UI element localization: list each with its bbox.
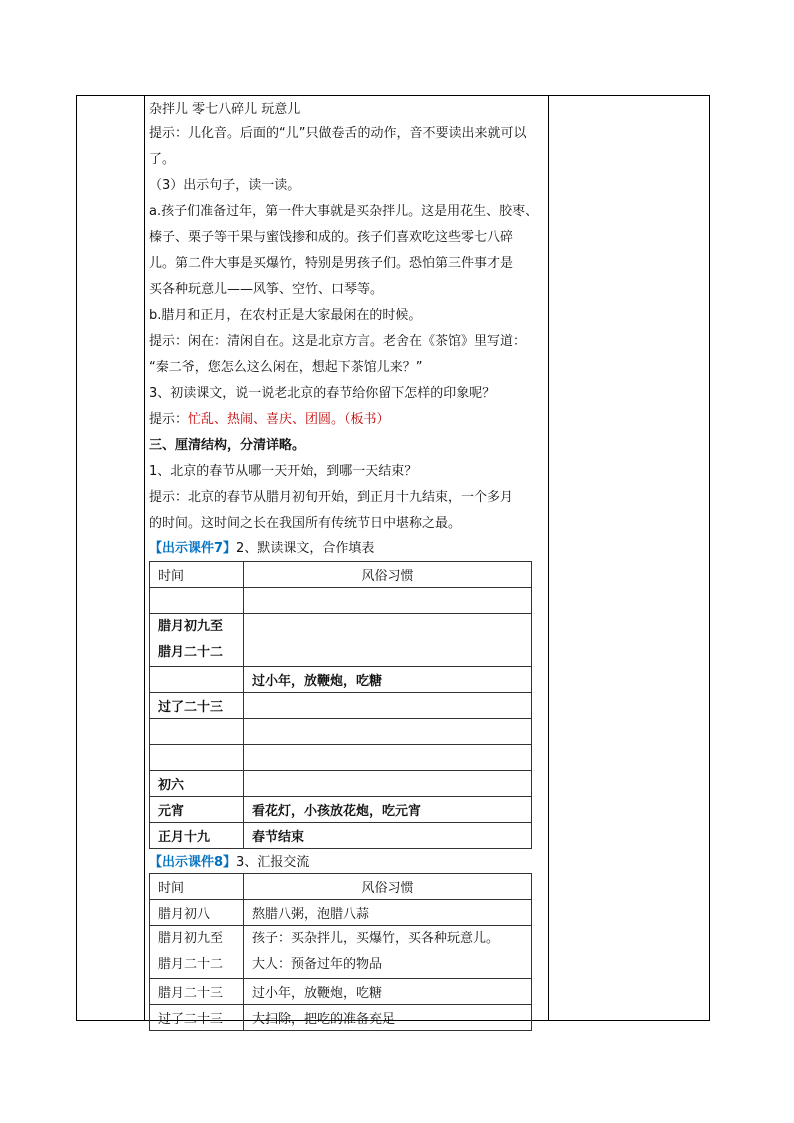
header-time: 时间 [150, 874, 244, 900]
table-row [150, 926, 532, 979]
table-row [150, 614, 532, 667]
sentence-a-line-2: 榛子、栗子等干果与蜜饯掺和成的。孩子们喜欢吃这些零七八碎 [149, 230, 514, 245]
sentence-b: b.腊月和正月，在农村正是大家最闲在的时候。 [149, 308, 422, 323]
step-3-heading: （3）出示句子，读一读。 [149, 178, 301, 193]
hint-xianzai-line-1: 提示：闲在：清闲自在。这是北京方言。老舍在《茶馆》里写道： [149, 334, 527, 349]
custom-cell [244, 771, 532, 797]
table-row [150, 745, 532, 771]
impression-words: 忙乱、热闹、喜庆、团圆。（板书） [188, 412, 390, 427]
table-row [150, 1005, 532, 1031]
time-cell: 腊月二十三 [150, 979, 244, 1005]
header-custom: 风俗习惯 [244, 874, 532, 900]
answer-1-line-1: 提示：北京的春节从腊月初旬开始，到正月十九结束，一个多月 [149, 490, 514, 505]
time-cell [150, 588, 244, 614]
table-header-row [150, 874, 532, 900]
time-cell-line: 腊月初九至 [158, 931, 224, 946]
table-row [150, 797, 532, 823]
courseware-7-line [149, 537, 548, 561]
time-cell [150, 926, 244, 979]
table-header-row [150, 562, 532, 588]
time-cell [150, 745, 244, 771]
hint-line-b: 了。 [149, 152, 176, 167]
table-row [150, 588, 532, 614]
sentence-a-line-4: 买各种玩意儿——风筝、空竹、口琴等。 [149, 282, 384, 297]
time-cell: 初六 [150, 771, 244, 797]
time-cell-line: 腊月二十二 [158, 957, 224, 972]
time-cell-line: 腊月初九至 [158, 619, 224, 634]
custom-cell [244, 588, 532, 614]
table-row [150, 719, 532, 745]
custom-cell: 春节结束 [244, 823, 532, 849]
hint-line-a: 提示：儿化音。后面的“儿”只做卷舌的动作，音不要读出来就可以 [149, 126, 527, 141]
header-custom: 风俗习惯 [244, 562, 532, 588]
custom-cell [244, 693, 532, 719]
custom-cell-line: 大人：预备过年的物品 [252, 957, 383, 972]
custom-cell: 熬腊八粥，泡腊八蒜 [244, 900, 532, 926]
hint-xianzai-line-2: “秦二爷，您怎么这么闲在，想起下茶馆儿来？” [149, 360, 423, 375]
phrase-line: 杂拌儿 零七八碎儿 玩意儿 [149, 102, 301, 117]
hint-prefix: 提示： [149, 412, 189, 427]
custom-cell [244, 745, 532, 771]
courseware-8-text: 3、汇报交流 [236, 855, 310, 870]
question-3: 3、初读课文，说一说老北京的春节给你留下怎样的印象呢？ [149, 386, 496, 401]
table-row [150, 771, 532, 797]
custom-cell: 过小年，放鞭炮，吃糖 [244, 667, 532, 693]
time-cell: 正月十九 [150, 823, 244, 849]
column-divider-left [144, 95, 145, 1021]
courseware-8-line [149, 849, 548, 873]
time-cell-line: 腊月二十二 [158, 645, 224, 660]
courseware-8-tag: 【出示课件8】 [149, 855, 237, 870]
lesson-content [149, 98, 548, 1031]
column-divider-right [548, 95, 549, 1021]
table-row [150, 979, 532, 1005]
custom-cell [244, 614, 532, 667]
table-row [150, 900, 532, 926]
table-row [150, 693, 532, 719]
sentence-a-line-1: a.孩子们准备过年，第一件大事就是买杂拌儿。这是用花生、胶枣、 [149, 204, 539, 219]
custom-cell [244, 926, 532, 979]
time-cell: 过了二十三 [150, 693, 244, 719]
courseware-7-text: 2、默读课文，合作填表 [236, 541, 375, 556]
time-cell [150, 667, 244, 693]
custom-cell [244, 719, 532, 745]
time-cell [150, 614, 244, 667]
courseware-7-tag: 【出示课件7】 [149, 541, 237, 556]
header-time: 时间 [150, 562, 244, 588]
table-row [150, 667, 532, 693]
time-cell: 腊月初八 [150, 900, 244, 926]
section-3-heading: 三、厘清结构，分清详略。 [149, 438, 306, 453]
sentence-a-line-3: 儿。第二件大事是买爆竹，特别是男孩子们。恐怕第三件事才是 [149, 256, 514, 271]
time-cell: 元宵 [150, 797, 244, 823]
custom-cell: 过小年，放鞭炮，吃糖 [244, 979, 532, 1005]
table-row [150, 823, 532, 849]
report-table [149, 873, 532, 1031]
custom-cell-line: 孩子：买杂拌儿，买爆竹，买各种玩意儿。 [252, 931, 500, 946]
custom-cell: 大扫除，把吃的准备充足 [244, 1005, 532, 1031]
fill-in-table [149, 561, 532, 849]
answer-1-line-2: 的时间。这时间之长在我国所有传统节日中堪称之最。 [149, 516, 462, 531]
time-cell: 过了二十三 [150, 1005, 244, 1031]
custom-cell: 看花灯，小孩放花炮，吃元宵 [244, 797, 532, 823]
question-1: 1、北京的春节从哪一天开始，到哪一天结束？ [149, 464, 418, 479]
impression-hint [149, 407, 548, 433]
time-cell [150, 719, 244, 745]
